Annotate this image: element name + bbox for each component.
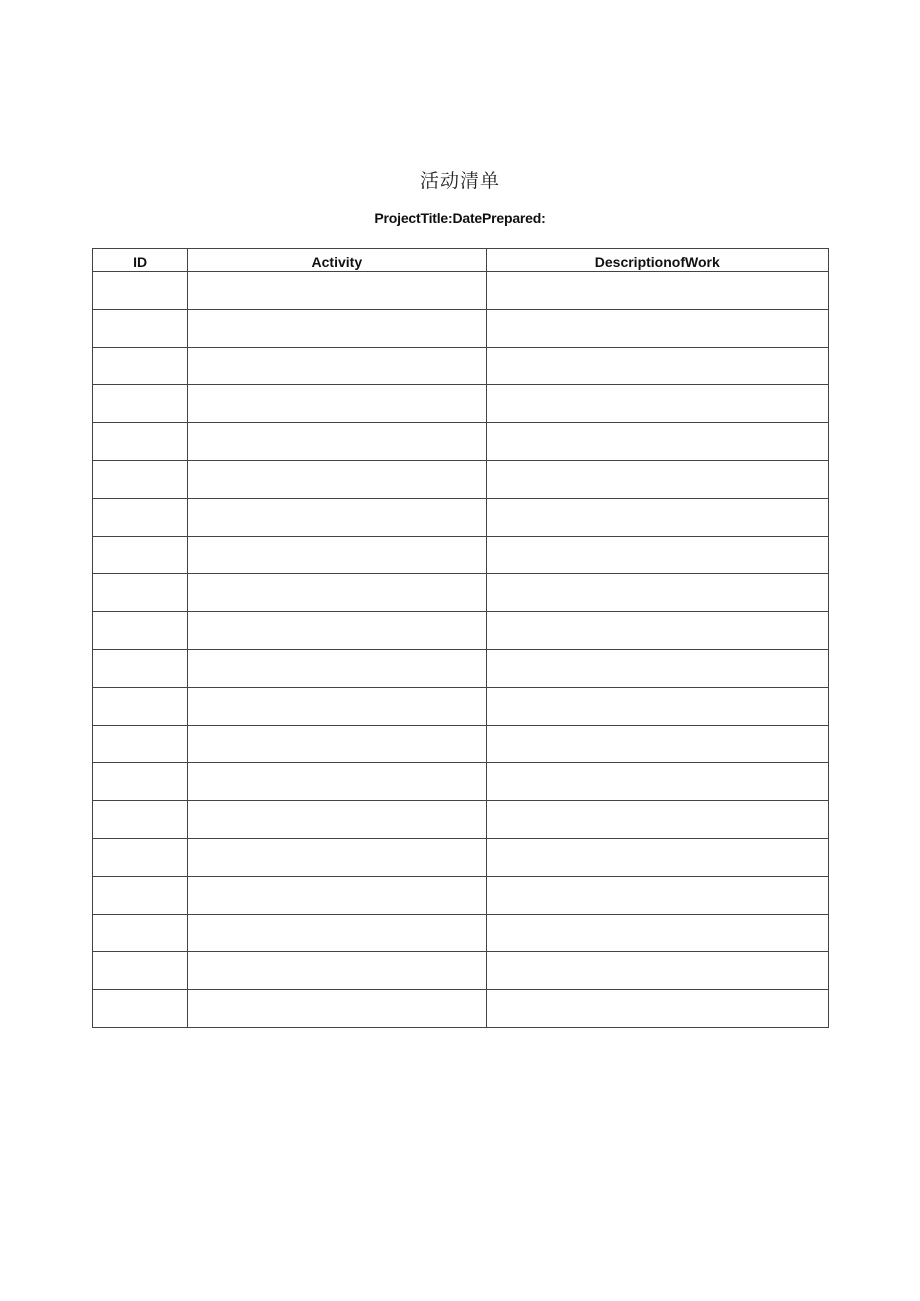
table-row — [93, 574, 829, 612]
table-row — [93, 838, 829, 876]
cell-id[interactable] — [93, 347, 188, 385]
cell-activity[interactable] — [188, 460, 486, 498]
cell-id[interactable] — [93, 612, 188, 650]
cell-activity[interactable] — [188, 536, 486, 574]
table-row — [93, 725, 829, 763]
cell-description[interactable] — [486, 612, 828, 650]
cell-activity[interactable] — [188, 914, 486, 952]
cell-description[interactable] — [486, 272, 828, 310]
cell-id[interactable] — [93, 914, 188, 952]
cell-id[interactable] — [93, 725, 188, 763]
cell-id[interactable] — [93, 498, 188, 536]
cell-id[interactable] — [93, 990, 188, 1028]
cell-description[interactable] — [486, 725, 828, 763]
cell-id[interactable] — [93, 574, 188, 612]
table-row — [93, 347, 829, 385]
cell-activity[interactable] — [188, 990, 486, 1028]
cell-description[interactable] — [486, 460, 828, 498]
activity-list-table — [92, 248, 829, 1028]
cell-activity[interactable] — [188, 649, 486, 687]
cell-id[interactable] — [93, 763, 188, 801]
cell-id[interactable] — [93, 385, 188, 423]
cell-description[interactable] — [486, 574, 828, 612]
cell-activity[interactable] — [188, 423, 486, 461]
header-id: ID — [93, 249, 188, 272]
cell-activity[interactable] — [188, 347, 486, 385]
page-title: 活动清单 — [419, 170, 500, 192]
cell-description[interactable] — [486, 952, 828, 990]
cell-activity[interactable] — [188, 725, 486, 763]
cell-id[interactable] — [93, 423, 188, 461]
table-row — [93, 801, 829, 839]
table-row — [93, 460, 829, 498]
cell-activity[interactable] — [188, 952, 486, 990]
cell-description[interactable] — [486, 990, 828, 1028]
cell-description[interactable] — [486, 876, 828, 914]
table-row — [93, 990, 829, 1028]
header-activity: Activity — [188, 249, 486, 272]
cell-description[interactable] — [486, 838, 828, 876]
cell-description[interactable] — [486, 385, 828, 423]
cell-description[interactable] — [486, 687, 828, 725]
cell-id[interactable] — [93, 460, 188, 498]
cell-activity[interactable] — [188, 838, 486, 876]
cell-description[interactable] — [486, 536, 828, 574]
table-row — [93, 612, 829, 650]
cell-id[interactable] — [93, 876, 188, 914]
cell-id[interactable] — [93, 536, 188, 574]
project-info-line: ProjectTitle:DatePrepared: — [374, 210, 546, 226]
cell-description[interactable] — [486, 498, 828, 536]
cell-activity[interactable] — [188, 687, 486, 725]
table-row — [93, 649, 829, 687]
table-header-row — [93, 249, 829, 272]
table-row — [93, 536, 829, 574]
table-row — [93, 309, 829, 347]
cell-description[interactable] — [486, 763, 828, 801]
table-row — [93, 423, 829, 461]
cell-id[interactable] — [93, 272, 188, 310]
table-row — [93, 763, 829, 801]
table-row — [93, 914, 829, 952]
cell-description[interactable] — [486, 309, 828, 347]
cell-id[interactable] — [93, 801, 188, 839]
cell-description[interactable] — [486, 423, 828, 461]
cell-description[interactable] — [486, 914, 828, 952]
table-row — [93, 272, 829, 310]
table-row — [93, 498, 829, 536]
table-row — [93, 687, 829, 725]
table-body — [93, 272, 829, 1028]
cell-activity[interactable] — [188, 272, 486, 310]
cell-activity[interactable] — [188, 309, 486, 347]
cell-id[interactable] — [93, 952, 188, 990]
cell-id[interactable] — [93, 838, 188, 876]
cell-activity[interactable] — [188, 498, 486, 536]
header-description: DescriptionofWork — [486, 249, 828, 272]
cell-activity[interactable] — [188, 612, 486, 650]
cell-id[interactable] — [93, 649, 188, 687]
cell-id[interactable] — [93, 687, 188, 725]
cell-activity[interactable] — [188, 385, 486, 423]
cell-id[interactable] — [93, 309, 188, 347]
cell-activity[interactable] — [188, 763, 486, 801]
table-row — [93, 385, 829, 423]
table-row — [93, 952, 829, 990]
cell-activity[interactable] — [188, 801, 486, 839]
table-row — [93, 876, 829, 914]
cell-description[interactable] — [486, 649, 828, 687]
cell-activity[interactable] — [188, 876, 486, 914]
cell-activity[interactable] — [188, 574, 486, 612]
cell-description[interactable] — [486, 801, 828, 839]
cell-description[interactable] — [486, 347, 828, 385]
